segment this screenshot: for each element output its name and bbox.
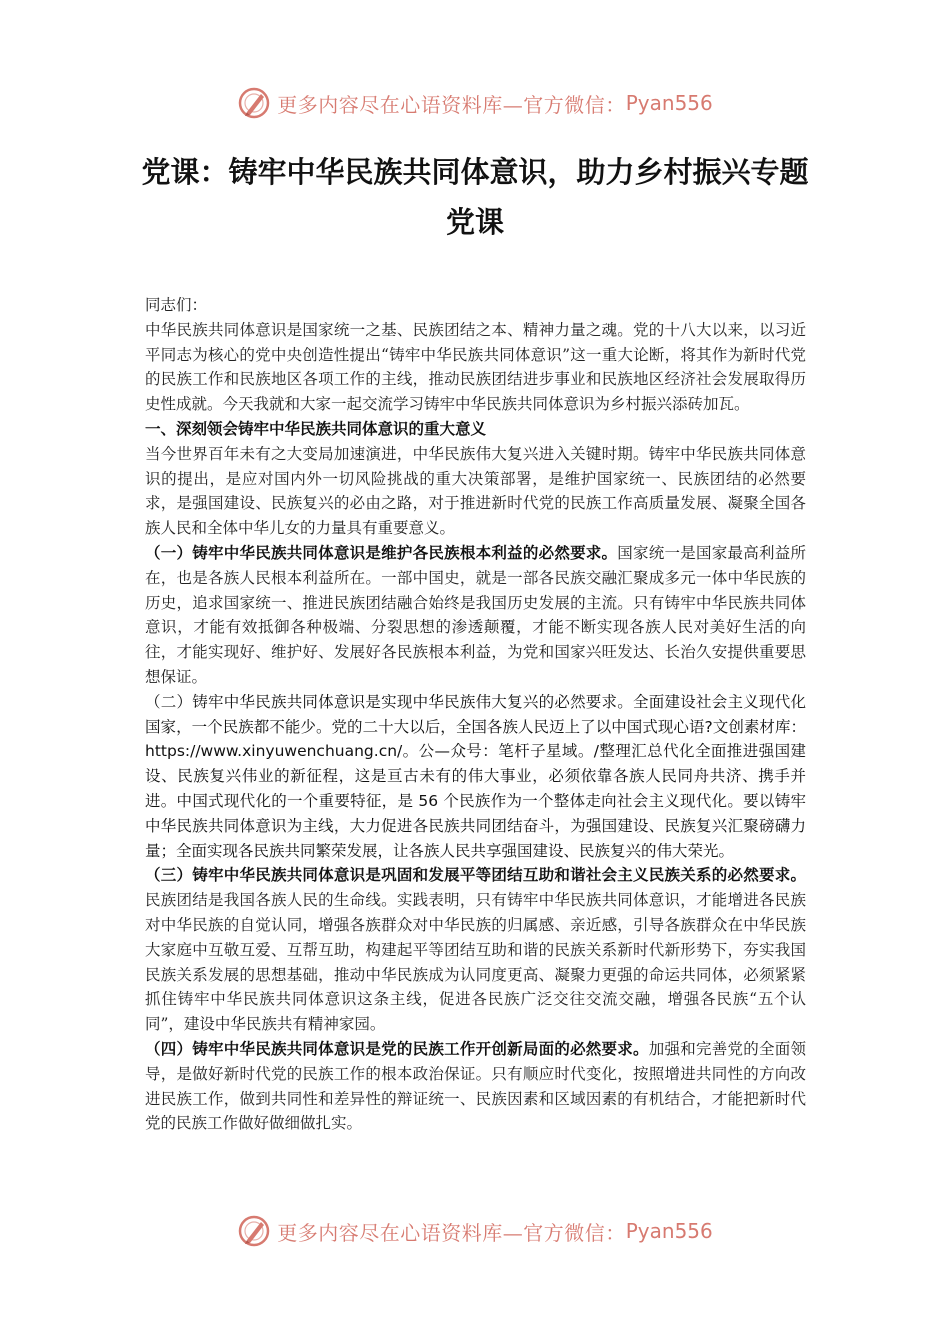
point-lead: （三）铸牢中华民族共同体意识是巩固和发展平等团结互助和谐社会主义民族关系的必然要求。 [145,865,806,885]
point-lead: （四）铸牢中华民族共同体意识是党的民族工作开创新局面的必然要求。 [145,1038,649,1058]
point-text: 全面建设社会主义现代化国家，一个民族都不能少。党的二十大以后，全国各族人民迈上了以中国式现心语?文创素材库：https://www.xinyuwenchuang.cn/。公—众号：笔杆子星域。/整理汇总代化全面推进强国建设、民族复兴伟业的新征程，这是亘古未有的伟大事业，必须依靠各族人民同舟共济、携手并进。中国式现代化的一个重要特征，是 56 个民族作为一个整体走向社会主义现代化。要以铸牢中华民族共同体意识为主线，大力促进各民族共同团结奋斗，为强国建设、民族复兴汇聚磅礴力量；全面实现各民族共同繁荣发展，让各族人民共享强国建设、民族复兴的伟大荣光。 [145,692,806,860]
point-text: 国家统一是国家最高利益所在，也是各族人民根本利益所在。一部中国史，就是一部各民族交融汇聚成多元一体中华民族的历史，追求国家统一、推进民族团结融合始终是我国历史发展的主流。只有铸牢中华民族共同体意识，才能有效抵御各种极端、分裂思想的渗透颠覆，才能不断实现各族人民对美好生活的向往，才能实现好、维护好、发展好各民族根本利益，为党和国家兴旺发达、长治久安提供重要思想保证。 [145,543,806,686]
document-title: 党课：铸牢中华民族共同体意识，助力乡村振兴专题党课 [141,155,809,239]
header-banner [0,83,950,123]
intro-paragraph: 中华民族共同体意识是国家统一之基、民族团结之本、精神力量之魂。党的十八大以来，以习近平同志为核心的党中央创造性提出“铸牢中华民族共同体意识”这一重大论断，将其作为新时代党的民族工作和民族地区各项工作的主线，推动民族团结进步事业和民族地区经济社会发展取得历史性成就。今天我就和大家一起交流学习铸牢中华民族共同体意识为乡村振兴添砖加瓦。 [145,320,806,414]
point-lead: （一）铸牢中华民族共同体意识是维护各民族根本利益的必然要求。 [145,542,618,562]
banner-text: 更多内容尽在心语资料库—官方微信： [277,1220,626,1245]
pen-logo-icon [237,86,271,120]
section-heading: 一、深刻领会铸牢中华民族共同体意识的重大意义 [145,418,487,438]
banner-text: 更多内容尽在心语资料库—官方微信： [277,92,626,117]
banner-wechat-id: Pyan556 [625,91,713,115]
point-paragraph-4 [145,1037,806,1136]
point-paragraph-3 [145,863,806,1037]
pen-logo-icon [237,1214,271,1248]
document-body [145,293,806,1136]
point-text: 民族团结是我国各族人民的生命线。实践表明，只有铸牢中华民族共同体意识，才能增进各民族对中华民族的自觉认同，增强各族群众对中华民族的归属感、亲近感，引导各族群众在中华民族大家庭中互敬互爱、互帮互助，构建起平等团结互助和谐的民族关系新时代新形势下，夯实我国民族关系发展的思想基础，推动中华民族成为认同度更高、凝聚力更强的命运共同体，必须紧紧抓住铸牢中华民族共同体意识这条主线，促进各民族广泛交往交流交融，增强各民族“五个认同”，建设中华民族共有精神家园。 [145,891,806,1034]
point-paragraph-2 [145,690,806,864]
point-lead: （二）铸牢中华民族共同体意识是实现中华民族伟大复兴的必然要求。 [145,692,634,711]
greeting: 同志们： [145,296,208,314]
point-text: 加强和完善党的全面领导，是做好新时代党的民族工作的根本政治保证。只有顺应时代变化，按照增进共同性的方向改进民族工作，做到共同性和差异性的辩证统一、民族因素和区域因素的有机结合，才能把新时代党的民族工作做好做细做扎实。 [145,1039,806,1133]
banner-wechat-id: Pyan556 [625,1219,713,1243]
point-paragraph-1 [145,541,806,690]
section-paragraph: 当今世界百年未有之大变局加速演进，中华民族伟大复兴进入关键时期。铸牢中华民族共同体意识的提出，是应对国内外一切风险挑战的重大决策部署，是维护国家统一、民族团结的必然要求，是强国建设、民族复兴的必由之路，对于推进新时代党的民族工作高质量发展、凝聚全国各族人民和全体中华儿女的力量具有重要意义。 [145,444,806,538]
footer-banner [0,1211,950,1251]
